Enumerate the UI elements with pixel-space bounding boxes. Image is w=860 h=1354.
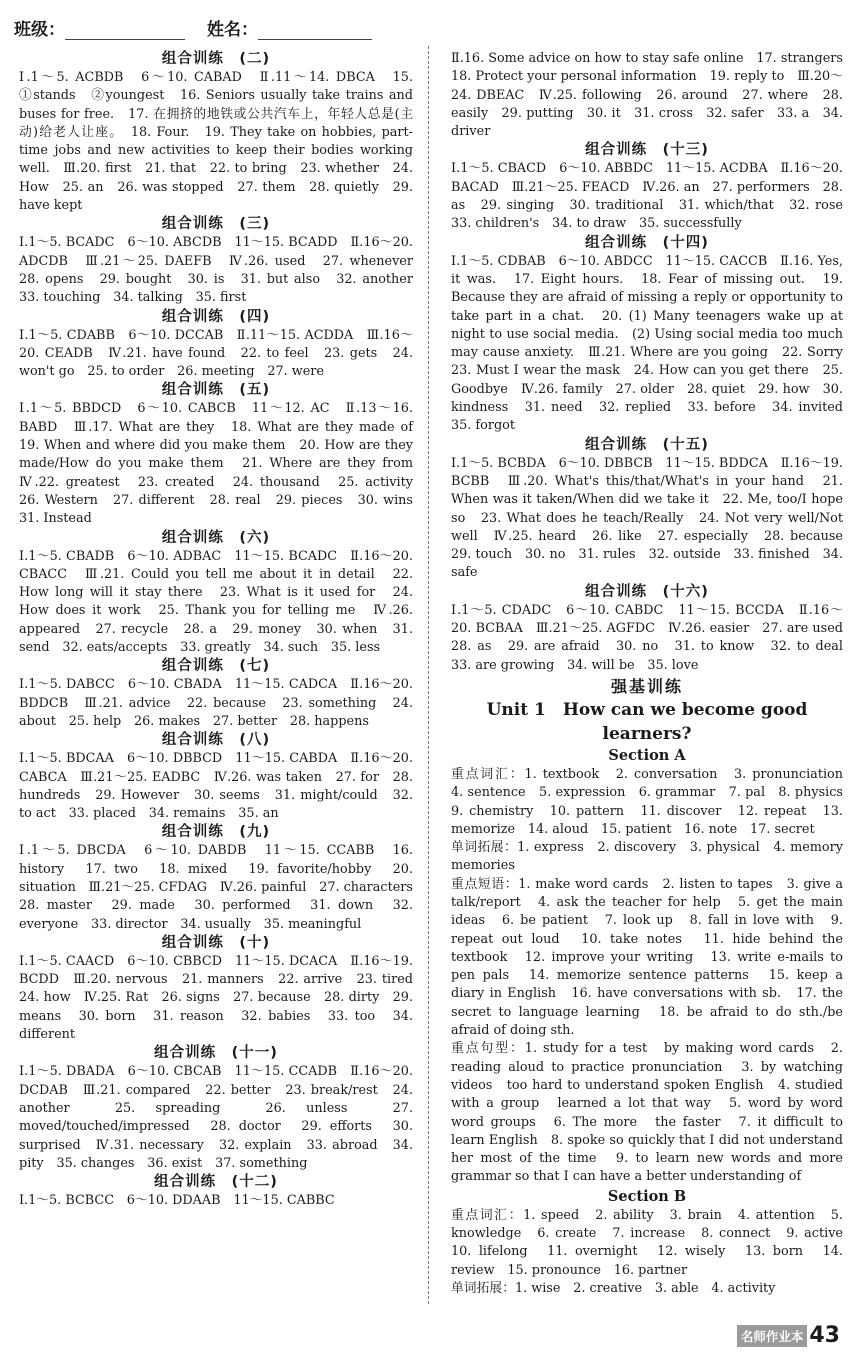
- section-heading: 组合训练 (四): [161, 308, 271, 325]
- answer-block: Ⅰ.1～5. BBDCD 6～10. CABCB 11～12. AC Ⅱ.13～16. BABD Ⅲ.17. What are they 18. What are they made of 19. When and where did you make them 20. How are they made/How do you make them 21. Where are they from Ⅳ.22. greatest 23. created 24. thousand 25. activity 26. Western 27. different 28. real 29. pieces 30. wins 31. Instead: [19, 401, 426, 527]
- brand-label: 名师作业本: [737, 1325, 808, 1347]
- section-heading: 组合训练 (五): [161, 382, 271, 399]
- answer-block: Ⅰ.1～5. CAACD 6～10. CBBCD 11～15. DCACA Ⅱ.16～19. BCDD Ⅲ.20. nervous 21. manners 22. arrive 23. tired 24. how Ⅳ.25. Rat 26. signs 27. because 28. dirty 29. means 30. born 31. reason 32. babies 33. too 34. different: [19, 953, 426, 1043]
- section-a-title: Section A: [608, 746, 686, 764]
- key-vocabulary: 重点词汇：1. textbook 2. conversation 3. pronunciation 4. sentence 5. expression 6. grammar 7. pal 8. physics 9. chemistry 10. pattern 11. discover 12. repeat 13. memorize 14. aloud 15. patient 16. note 17. secret: [451, 766, 856, 837]
- key-phrases: 重点短语：1. make word cards 2. listen to tapes 3. give a talk/report 4. ask the teacher for help 5. get the main ideas 6. be patient 7. look up 8. fall in love with 9. repeat out loud 10. take notes 11. hide behind the textbook 12. improve your writing 13. write e-mails to pen pals 14. memorize sentence patterns 15. keep a diary in English 16. have conversations with sb. 17. the secret to language learning 18. be afraid to do sth./be afraid of doing sth.: [451, 876, 843, 1039]
- answer-block: Ⅰ.1～5. CBADB 6～10. ADBAC 11～15. BCADC Ⅱ.16～20. CBACC Ⅲ.21. Could you tell me about it in detail 22. How long will it stay there 23. What is it used for 24. How does it work 25. Thank you for telling me Ⅳ.26. appeared 27. recycle 28. a 29. money 30. when 31. send 32. eats/accepts 33. greatly 34. such 35. less: [19, 548, 413, 656]
- answer-block: Ⅰ.1～5. CDBAB 6～10. ABDCC 11～15. CACCB Ⅱ.16. Yes, it was. 17. Eight hours. 18. Fear of missing out. 19. Because they are afraid of missing a reply or opportunity to take part in a chat. 20. (1) Many teenagers wake up at night to use social media. (2) Using social media too much may cause anxiety. Ⅲ.21. Where are you going 22. Sorry 23. Must I wear the mask 24. How can you get there 25. Goodbye Ⅳ.26. family 27. older 28. quiet 29. how 30. kindness 31. need 32. replied 33. before 34. invited 35. forgot: [451, 253, 856, 434]
- name-label: 姓名：: [207, 20, 258, 40]
- section-heading: 组合训练 (三): [161, 216, 271, 233]
- class-blank: [65, 20, 185, 40]
- section-heading: 组合训练 (十四): [585, 234, 709, 251]
- answer-block: Ⅰ.1～5. ACBDB 6～10. CABAD Ⅱ.11～14. DBCA 15. ①stands ②youngest 16. Seniors usually take trains and buses for free. 17. 在拥挤的地铁或公共汽车上，年轻人总是(主动)给老人让座。 18. Four. 19. They take on hobbies, part-time jobs and new activities to keep their bodies working well. Ⅲ.20. first 21. that 22. to bring 23. whether 24. How 25. an 26. was stopped 27. them 28. quietly 29. have kept: [19, 70, 413, 214]
- answer-block: Ⅰ.1～5. DBCDA 6～10. DABDB 11～15. CCABB 16. history 17. two 18. mixed 19. favorite/hobby 20. situation Ⅲ.21～25. CFDAG Ⅳ.26. painful 27. characters 28. master 29. made 30. performed 31. down 32. everyone 33. director 34. usually 35. meaningful: [19, 843, 426, 932]
- answer-block: Ⅰ.1～5. BCADC 6～10. ABCDB 11～15. BCADD Ⅱ.16～20. ADCDB Ⅲ.21～25. DAEFB Ⅳ.26. used 27. whenever 28. opens 29. bought 30. is 31. but also 32. another 33. touching 34. talking 35. first: [19, 235, 426, 306]
- section-heading: 组合训练 (十三): [585, 142, 709, 159]
- page-number: 43: [809, 1323, 840, 1348]
- answer-block: Ⅰ.1～5. BCBDA 6～10. DBBCB 11～15. BDDCA Ⅱ.16～19. BCBB Ⅲ.20. What's this/that/What's in your hand 21. When was it taken/When did we take it 22. Me, too/I hope so 23. What does he teach/Really 24. Not very well/Not well Ⅳ.25. heard 26. like 27. especially 28. because 29. touch 30. no 31. rules 32. outside 33. finished 34. safe: [451, 455, 856, 581]
- key-vocabulary: 重点词汇：1. speed 2. ability 3. brain 4. attention 5. knowledge 6. create 7. increase 8. connect 9. active 10. lifelong 11. overnight 12. wisely 13. born 14. review 15. pronounce 16. partner: [451, 1207, 856, 1278]
- section-heading: 组合训练 (十六): [585, 583, 709, 600]
- column-divider: [428, 46, 429, 1304]
- answer-block: Ⅰ.1～5. BCBCC 6～10. DDAAB 11～15. CABBC: [19, 1193, 335, 1209]
- name-blank: [258, 20, 372, 40]
- section-heading: 组合训练 (十一): [154, 1045, 278, 1062]
- section-heading: 组合训练 (十二): [154, 1174, 278, 1191]
- section-heading: 组合训练 (十): [161, 934, 271, 951]
- key-sentences: 重点句型：1. study for a test by making word cards 2. reading aloud to practice pronunciation 3. by watching videos too hard to understand spoken English 4. studied with a group learned a lot that way 5. word by word word groups 6. The more the faster 7. it difficult to learn English 8. spoke so quickly that I did not understand her most of the time 9. to learn new words and more grammar so that I can have a better understanding of: [451, 1041, 856, 1185]
- right-column: [451, 50, 856, 1298]
- answer-block: Ⅰ.1～5. CDABB 6～10. DCCAB Ⅱ.11～15. ACDDA Ⅲ.16～20. CEADB Ⅳ.21. have found 22. to feel 23. gets 24. won't go 25. to order 26. meeting 27. were: [19, 327, 413, 380]
- word-extension: 单词拓展：1. wise 2. creative 3. able 4. activity: [451, 1280, 776, 1296]
- left-column: [19, 50, 426, 1210]
- student-info-bar: [14, 14, 372, 40]
- answer-block: Ⅰ.1～5. DBADA 6～10. CBCAB 11～15. CCADB Ⅱ.16～20. DCDAB Ⅲ.21. compared 22. better 23. break/rest 24. another 25. spreading 26. unless 27. moved/touched/impressed 28. doctor 29. efforts 30. surprised Ⅳ.31. necessary 32. explain 33. abroad 34. pity 35. changes 36. exist 37. something: [19, 1064, 413, 1171]
- unit-title: Unit 1 How can we become good learners?: [486, 699, 808, 744]
- section-heading: 组合训练 (六): [161, 529, 271, 546]
- answer-block: Ⅰ.1～5. BDCAA 6～10. DBBCD 11～15. CABDA Ⅱ.16～20. CABCA Ⅲ.21～25. EADBC Ⅳ.26. was taken 27. for 28. hundreds 29. However 30. seems 31. might/could 32. to act 33. placed 34. remains 35. an: [19, 751, 413, 822]
- answer-block: Ⅰ.1～5. CBACD 6～10. ABBDC 11～15. ACDBA Ⅱ.16～20. BACAD Ⅲ.21～25. FEACD Ⅳ.26. an 27. performers 28. as 29. singing 30. traditional 31. which/that 32. rose 33. children's 34. to draw 35. successfully: [451, 161, 856, 232]
- section-heading: 组合训练 (九): [161, 824, 271, 841]
- section-b-title: Section B: [607, 1187, 687, 1205]
- answer-block: Ⅰ.1～5. DABCC 6～10. CBADA 11～15. CADCA Ⅱ.16～20. BDDCB Ⅲ.21. advice 22. because 23. something 24. about 25. help 26. makes 27. better 28. happens: [19, 677, 413, 729]
- page-footer: [737, 1323, 840, 1348]
- qiangji-title: 强基训练: [610, 676, 683, 696]
- word-extension: 单词拓展：1. express 2. discovery 3. physical 4. memory memories: [451, 840, 856, 874]
- answer-block: Ⅱ.16. Some advice on how to stay safe online 17. strangers 18. Protect your personal information 19. reply to Ⅲ.20～24. DBEAC Ⅳ.25. following 26. around 27. where 28. easily 29. putting 30. it 31. cross 32. safer 33. a 34. driver: [451, 51, 856, 140]
- section-heading: 组合训练 (二): [161, 51, 271, 67]
- class-label: 班级：: [14, 20, 65, 40]
- answer-block: Ⅰ.1～5. CDADC 6～10. CABDC 11～15. BCCDA Ⅱ.16～20. BCBAA Ⅲ.21～25. AGFDC Ⅳ.26. easier 27. are used 28. as 29. are afraid 30. no 31. to know 32. to deal 33. are growing 34. will be 35. love: [451, 602, 856, 673]
- section-heading: 组合训练 (七): [161, 658, 271, 675]
- section-heading: 组合训练 (八): [161, 732, 271, 749]
- section-heading: 组合训练 (十五): [585, 436, 709, 453]
